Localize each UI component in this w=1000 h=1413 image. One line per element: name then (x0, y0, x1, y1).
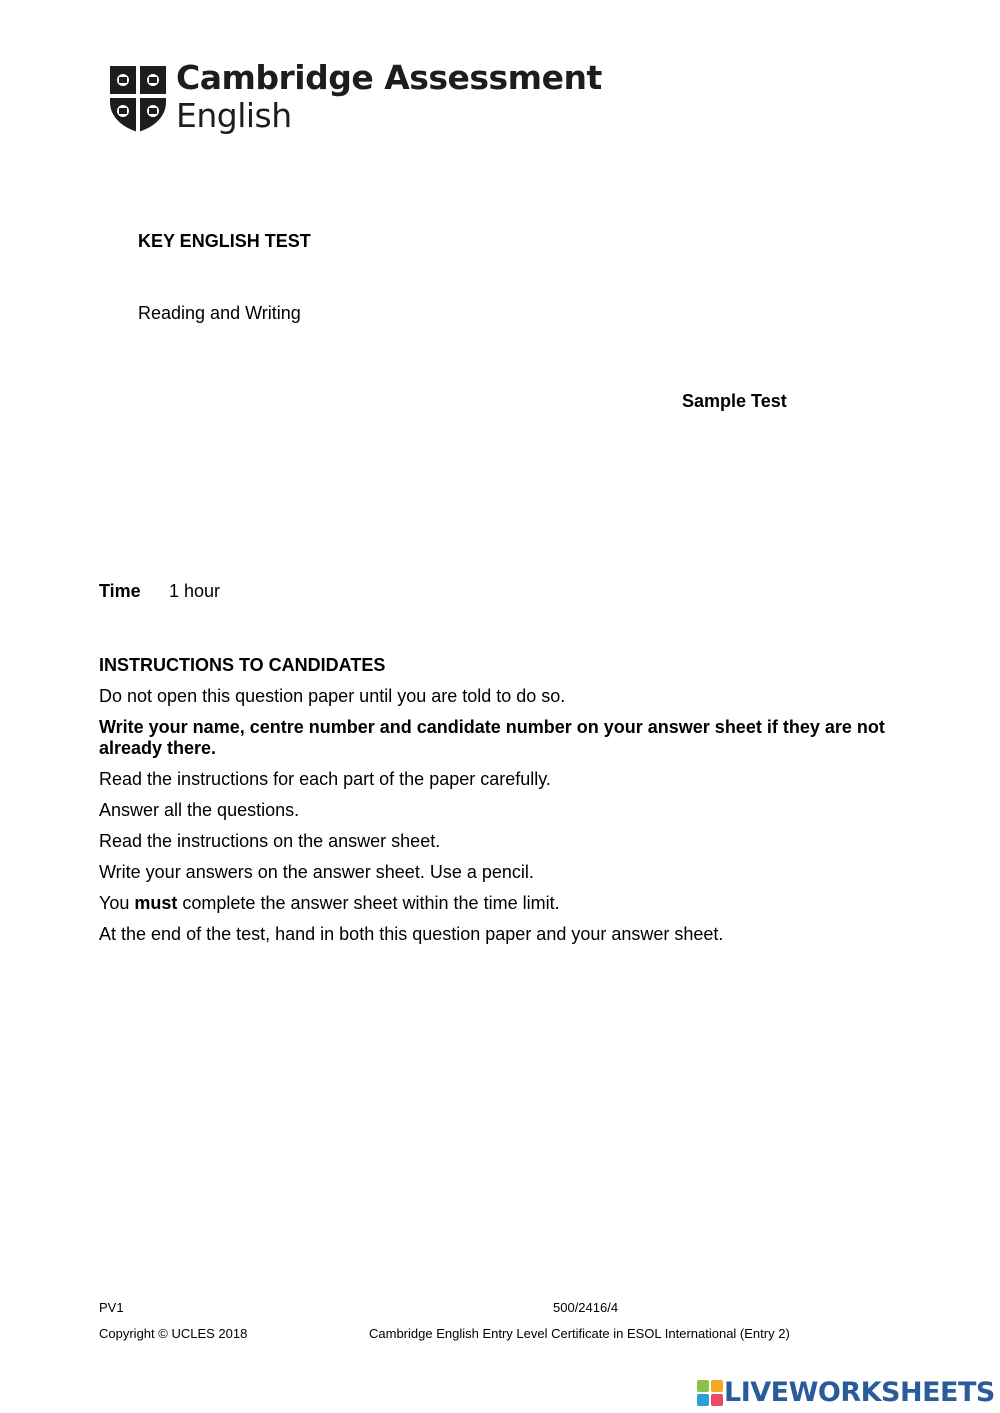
instruction-line: Read the instructions on the answer sheet. (99, 831, 441, 851)
time-label: Time (99, 581, 141, 601)
instruction-line (99, 893, 899, 914)
logo-wordmark-line2: English (176, 96, 292, 135)
liveworksheets-watermark: LIVEWORKSHEETS (724, 1377, 995, 1408)
logo-wordmark-line1: Cambridge Assessment (176, 58, 602, 97)
instructions-heading: INSTRUCTIONS TO CANDIDATES (99, 655, 386, 675)
instruction-emphasis: must (134, 893, 178, 913)
instructions-section (99, 655, 899, 955)
sample-test-label: Sample Test (682, 391, 787, 411)
liveworksheets-logo-icon (697, 1380, 723, 1406)
instruction-text: You (99, 893, 135, 913)
instruction-text: complete the answer sheet within the time limit. (177, 893, 560, 913)
cambridge-shield-icon (108, 64, 168, 134)
footer-copyright: Copyright © UCLES 2018 (99, 1326, 248, 1341)
instruction-line: At the end of the test, hand in both this question paper and your answer sheet. (99, 924, 724, 944)
time-value: 1 hour (169, 581, 221, 601)
instruction-line: Do not open this question paper until you are told to do so. (99, 686, 566, 706)
footer-reference: 500/2416/4 (553, 1300, 619, 1315)
footer-certificate: Cambridge English Entry Level Certificate in ESOL International (Entry 2) (369, 1326, 790, 1341)
test-title: KEY ENGLISH TEST (138, 231, 311, 251)
instruction-line: Read the instructions for each part of the paper carefully. (99, 769, 551, 789)
instruction-line: Write your name, centre number and candidate number on your answer sheet if they are not already there. (99, 717, 885, 758)
test-subtitle: Reading and Writing (138, 303, 301, 323)
footer-code: PV1 (99, 1300, 124, 1315)
instruction-line: Answer all the questions. (99, 800, 300, 820)
instruction-line: Write your answers on the answer sheet. Use a pencil. (99, 862, 534, 882)
